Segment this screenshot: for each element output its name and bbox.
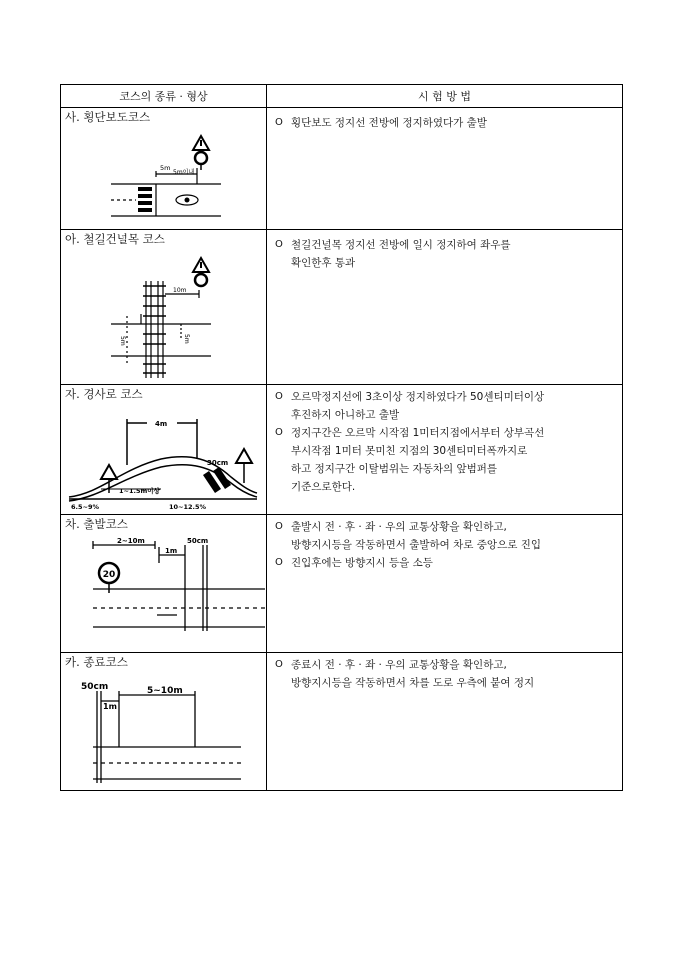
diagram-label: 30cm [207, 459, 229, 467]
header-course-type: 코스의 종류 · 형상 [61, 85, 267, 108]
diagram-label: 2~10m [117, 537, 145, 545]
row-title: 자. 경사로 코스 [65, 387, 143, 401]
diagram-label: 1m [165, 547, 178, 555]
departure-diagram [61, 531, 265, 651]
diagram-label: 50cm [187, 537, 209, 545]
diagram-label: 5m [119, 336, 126, 346]
row-title: 카. 종료코스 [65, 655, 128, 669]
method-list [267, 108, 622, 132]
method-item: O 종료시 전 · 후 · 좌 · 우의 교통상황을 확인하고, 방향지시등을 작동하면서 차를 도로 우측에 붙여 정지 [275, 656, 618, 692]
warning-sign-icon [193, 136, 209, 170]
method-list [267, 653, 622, 692]
crosswalk-diagram [61, 124, 265, 228]
method-list [267, 230, 622, 272]
diagram-label: 5m [160, 164, 171, 172]
diagram-label: 5m이내 [173, 169, 195, 176]
header-test-method: 시 험 방 법 [267, 85, 623, 108]
table-row-crosswalk [61, 108, 623, 230]
eye-icon [176, 195, 198, 205]
bullet-icon: O [275, 521, 283, 532]
method-list [267, 515, 622, 572]
row-title: 아. 철길건널목 코스 [65, 232, 165, 246]
diagram-label: 6.5~9% [71, 503, 99, 511]
railroad-diagram [61, 246, 265, 384]
method-item: O 횡단보도 정지선 전방에 정지하였다가 출발 [275, 114, 618, 132]
method-item: O 정지구간은 오르막 시작점 1미터지점에서부터 상부곡선 부시작점 1미터 못미친 지점의 30센티미터폭까지로 하고 정지구간 이탈범위는 자동차의 앞범퍼를 기준으로한다. [275, 424, 618, 496]
slope-diagram [61, 401, 265, 513]
table-row-ending [61, 653, 623, 791]
warning-sign-icon [236, 449, 252, 483]
bullet-icon: O [275, 117, 283, 128]
bullet-icon: O [275, 239, 283, 250]
table-header-row [61, 85, 623, 108]
table-row-railroad [61, 230, 623, 385]
diagram-label: 5~10m [147, 686, 183, 696]
method-item: O 진입후에는 방향지시 등을 소등 [275, 554, 618, 572]
table-row-slope [61, 385, 623, 515]
diagram-label: 10~12.5% [169, 503, 207, 511]
diagram-label: 10m [173, 287, 187, 294]
course-table [60, 84, 623, 791]
row-title: 차. 출발코스 [65, 517, 128, 531]
method-item: O 철길건널목 정지선 전방에 일시 정지하여 좌우를 확인한후 통과 [275, 236, 618, 272]
diagram-label: 1m [103, 702, 117, 711]
row-title: 사. 횡단보도코스 [65, 110, 151, 124]
ending-diagram [61, 669, 265, 789]
diagram-label: 1~1.5m이상 [119, 487, 160, 495]
svg-text:20: 20 [102, 570, 116, 580]
bullet-icon: O [275, 391, 283, 402]
method-item: O 출발시 전 · 후 · 좌 · 우의 교통상황을 확인하고, 방향지시등을 작동하면서 출발하여 차로 중앙으로 진입 [275, 518, 618, 554]
bullet-icon: O [275, 557, 283, 568]
method-item: O 오르막정지선에 3초이상 정지하였다가 50센티미터이상 후진하지 아니하고 출발 [275, 388, 618, 424]
railroad-warning-sign-icon [193, 258, 209, 286]
diagram-label: 50cm [81, 682, 109, 692]
bullet-icon: O [275, 427, 283, 438]
bullet-icon: O [275, 659, 283, 670]
diagram-label: 4m [155, 420, 168, 428]
diagram-label: 5m [183, 334, 190, 344]
method-list [267, 385, 622, 496]
table-row-departure [61, 515, 623, 653]
